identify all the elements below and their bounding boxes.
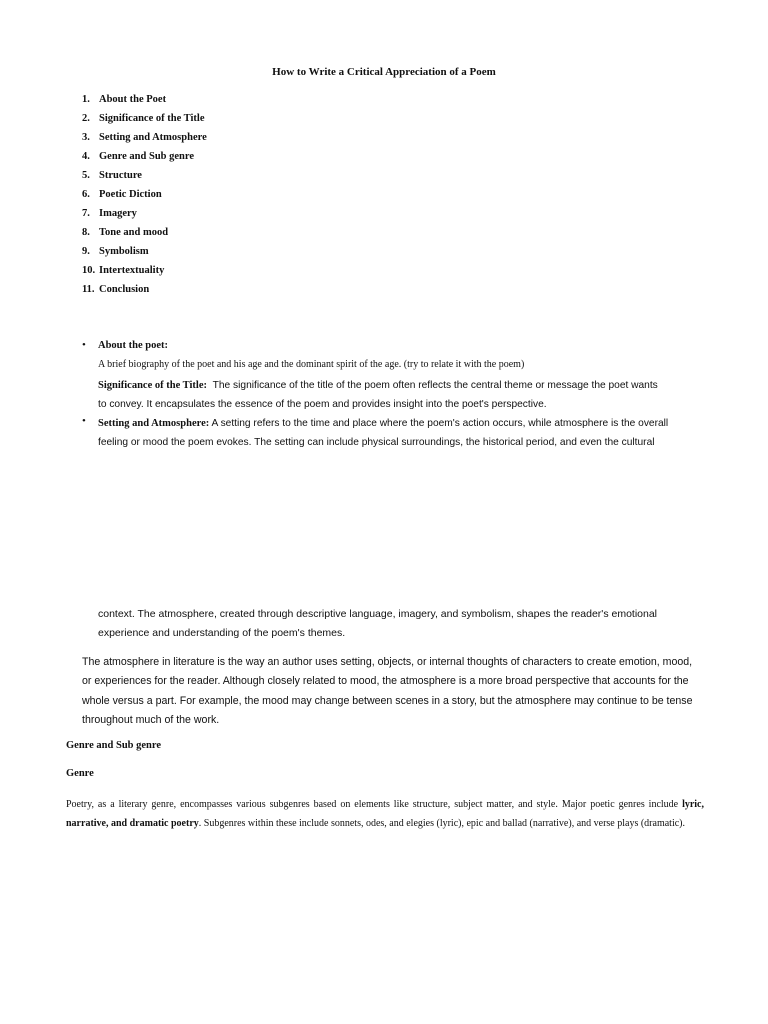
toc-number: 8. — [82, 227, 90, 238]
genre-subheading: Genre — [66, 768, 94, 779]
setting-continuation — [98, 605, 702, 643]
setting-section — [98, 412, 702, 452]
table-of-contents — [82, 93, 207, 302]
toc-label: Significance of the Title — [99, 113, 205, 124]
setting-text-3: context. The atmosphere, created through descriptive language, imagery, and symbolism, shapes the reader's emotional — [98, 608, 658, 620]
toc-label: Conclusion — [99, 284, 150, 295]
toc-item — [82, 169, 207, 188]
toc-label: Intertextuality — [99, 265, 165, 276]
setting-text-2: feeling or mood the poem evokes. The setting can include physical surroundings, the historical period, and even the cultural — [98, 437, 655, 448]
bullet-icon: • — [82, 415, 86, 427]
toc-label: Structure — [99, 170, 142, 181]
genre-text-end: . Subgenres within these include sonnets, odes, and elegies (lyric), epic and ballad (narrative), and verse plays (dramatic). — [198, 818, 685, 829]
toc-label: Setting and Atmosphere — [99, 132, 207, 143]
toc-number: 11. — [82, 284, 95, 295]
toc-label: Tone and mood — [99, 227, 169, 238]
toc-item — [82, 226, 207, 245]
toc-number: 6. — [82, 189, 90, 200]
toc-label: Symbolism — [99, 246, 149, 257]
toc-item — [82, 207, 207, 226]
toc-number: 7. — [82, 208, 90, 219]
toc-number: 1. — [82, 94, 90, 105]
about-poet-text: A brief biography of the poet and his age and the dominant spirit of the age. (try to relate it with the poem) — [98, 359, 525, 370]
genre-section-heading: Genre and Sub genre — [66, 740, 162, 751]
toc-number: 9. — [82, 246, 90, 257]
atmosphere-paragraph: The atmosphere in literature is the way an author uses setting, objects, or internal thoughts of characters to create emotion, mood, or experiences for the reader. Although closely related to mood, the atmosphere is a more broad perspective that accounts for the whole versus a part. For example, the mood may change between scenes in a story, but the atmosphere may continue to be tense throughout much of the work. — [82, 656, 693, 726]
significance-text-1: The significance of the title of the poem often reflects the central theme or message the poet wants — [212, 380, 658, 391]
toc-number: 2. — [82, 113, 90, 124]
toc-number: 4. — [82, 151, 90, 162]
genre-paragraph — [66, 795, 704, 833]
toc-item — [82, 112, 207, 131]
setting-line-1 — [98, 412, 702, 433]
toc-item — [82, 150, 207, 169]
toc-item — [82, 264, 207, 283]
toc-item — [82, 93, 207, 112]
toc-label: Poetic Diction — [99, 189, 162, 200]
setting-text-1: A setting refers to the time and place where the poem's action occurs, while atmosphere is the overall — [211, 418, 669, 429]
document-title: How to Write a Critical Appreciation of a Poem — [272, 66, 496, 78]
toc-item — [82, 188, 207, 207]
toc-label: Genre and Sub genre — [99, 151, 195, 162]
toc-item — [82, 245, 207, 264]
toc-number: 10. — [82, 265, 96, 276]
significance-text-2: to convey. It encapsulates the essence of the poem and provides insight into the poet's perspective. — [98, 399, 547, 410]
about-poet-section — [98, 336, 702, 414]
genre-text-start: Poetry, as a literary genre, encompasses various subgenres based on elements like structure, subject matter, and style. Major poetic genres include — [66, 799, 683, 810]
toc-label: Imagery — [99, 208, 137, 219]
setting-heading: Setting and Atmosphere: — [98, 418, 210, 429]
toc-label: About the Poet — [99, 94, 167, 105]
setting-text-4: experience and understanding of the poem's themes. — [98, 627, 346, 639]
about-poet-heading: About the poet: — [98, 340, 168, 351]
significance-heading: Significance of the Title: — [98, 380, 207, 391]
toc-item — [82, 283, 207, 302]
toc-item — [82, 131, 207, 150]
genre-text-bold: lyric, narrative, and dramatic poetry — [66, 799, 704, 829]
significance-line-1 — [98, 374, 702, 395]
toc-number: 5. — [82, 170, 90, 181]
bullet-icon: • — [82, 339, 86, 351]
toc-number: 3. — [82, 132, 90, 143]
